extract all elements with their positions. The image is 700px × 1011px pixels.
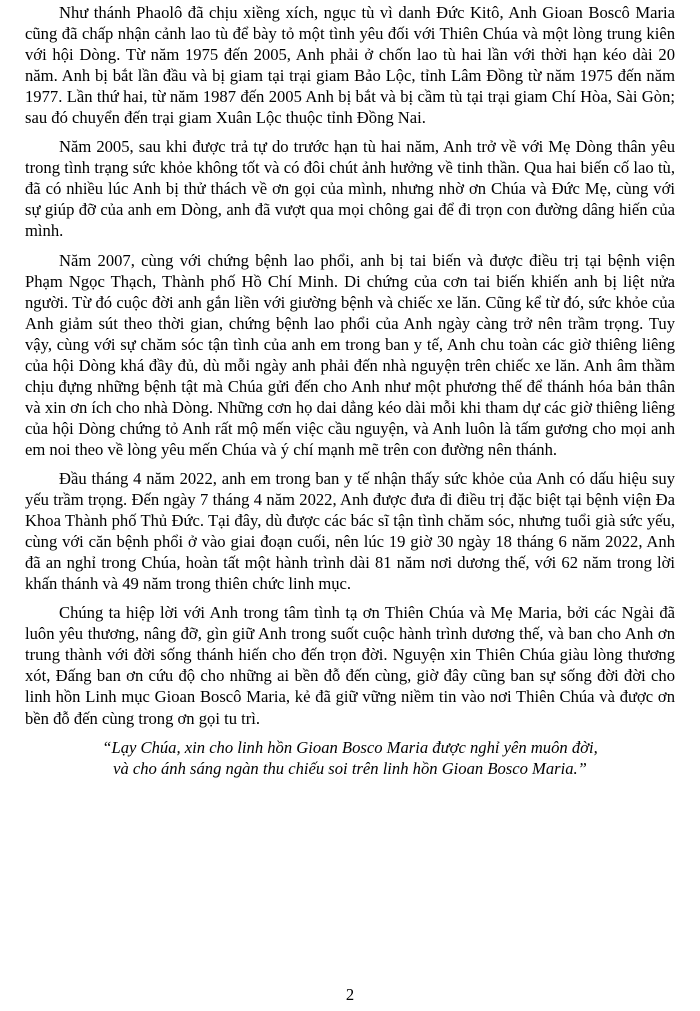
paragraph-death: Đầu tháng 4 năm 2022, anh em trong ban y tế nhận thấy sức khỏe của Anh có dấu hiệu suy yếu trầm trọng. Đến ngày 7 tháng 4 năm 2022, Anh được đưa đi điều trị đặc biệt tại bệnh viện Đa Khoa Thành phố Thủ Đức. Tại đây, dù được các bác sĩ tận tình chăm sóc, nhưng tuổi già sức yếu, cùng với căn bệnh phổi ở vào giai đoạn cuối, nên lúc 19 giờ 30 ngày 18 tháng 6 năm 2022, Anh đã an nghỉ trong Chúa, hoàn tất một hành trình dài 81 năm nơi dương thế, với 62 năm trong lời khấn thánh và 49 năm trong thiên chức linh mục. <box>25 468 675 594</box>
prayer-line-2: và cho ánh sáng ngàn thu chiếu soi trên linh hồn Gioan Bosco Maria.” <box>113 758 587 778</box>
paragraph-imprisonment: Như thánh Phaolô đã chịu xiềng xích, ngục tù vì danh Đức Kitô, Anh Gioan Boscô Maria cũng đã chấp nhận cảnh lao tù để bày tỏ một tình yêu đối với Thiên Chúa và một lòng trung kiên với hội Dòng. Từ năm 1975 đến 2005, Anh phải ở chốn lao tù hai lần với thời hạn kéo dài 20 năm. Anh bị bắt lần đầu và bị giam tại trại giam Bảo Lộc, tỉnh Lâm Đồng từ năm 1975 đến năm 1977. Lần thứ hai, từ năm 1987 đến 2005 Anh bị bắt và bị cầm tù tại trại giam Chí Hòa, Sài Gòn; sau đó chuyển đến trại giam Xuân Lộc thuộc tỉnh Đồng Nai. <box>25 3 675 128</box>
prayer-line-1: “Lạy Chúa, xin cho linh hồn Gioan Bosco Maria được nghỉ yên muôn đời, <box>102 737 598 757</box>
paragraph-illness: Năm 2007, cùng với chứng bệnh lao phổi, anh bị tai biến và được điều trị tại bệnh viện Phạm Ngọc Thạch, Thành phố Hồ Chí Minh. Di chứng của cơn tai biến khiến anh bị liệt nửa người. Từ đó cuộc đời anh gắn liền với giường bệnh và chiếc xe lăn. Cũng kể từ đó, sức khỏe của Anh giảm sút theo thời gian, chứng bệnh lao phổi của Anh ngày càng trở nên trầm trọng. Tuy vậy, cùng với sự chăm sóc tận tình của anh em trong ban y tế, Anh chu toàn các giờ thiêng liêng của hội Dòng khá đầy đủ, dù mỗi ngày anh phải đến nhà nguyện trên chiếc xe lăn. Anh âm thầm chịu đựng những bệnh tật mà Chúa gửi đến cho Anh như một phương thế để thánh hóa bản thân và xin ơn ích cho nhà Dòng. Những cơn họ dai dẳng kéo dài mỗi khi tham dự các giờ thiêng liêng của hội Dòng chứng tỏ Anh rất mộ mến việc cầu nguyện, và Anh luôn là tấm gương cho mọi anh em noi theo về lòng yêu mến Chúa và ý chí mạnh mẽ trên con đường nên thánh. <box>25 250 675 459</box>
closing-prayer <box>25 737 675 779</box>
page-number: 2 <box>345 985 355 1004</box>
paragraph-release: Năm 2005, sau khi được trả tự do trước hạn tù hai năm, Anh trở về với Mẹ Dòng thân yêu trong tình trạng sức khỏe không tốt và có đôi chút ảnh hưởng về tinh thần. Qua hai biến cố lao tù, đã có nhiều lúc Anh bị thử thách về ơn gọi của mình, nhưng nhờ ơn Chúa và Đức Mẹ, cùng với sự giúp đỡ của anh em Dòng, anh đã vượt qua mọi chông gai để đi trọn con đường dâng hiến của mình. <box>25 137 675 241</box>
body-text <box>25 2 675 779</box>
paragraph-thanksgiving: Chúng ta hiệp lời với Anh trong tâm tình tạ ơn Thiên Chúa và Mẹ Maria, bởi các Ngài đã luôn yêu thương, nâng đỡ, gìn giữ Anh trong suốt cuộc hành trình dương thế, và ban cho Anh ơn trung thành với đời sống thánh hiến cho đến trọn đời. Nguyện xin Thiên Chúa giàu lòng thương xót, Đấng ban ơn cứu độ cho những ai bền đỗ đến cùng, giờ đây cũng ban sự sống đời đời cho linh hồn Linh mục Gioan Boscô Maria, kẻ đã giữ vững niềm tin vào nơi Thiên Chúa và được ơn bền đỗ đến cùng trong ơn gọi tu trì. <box>25 603 675 728</box>
